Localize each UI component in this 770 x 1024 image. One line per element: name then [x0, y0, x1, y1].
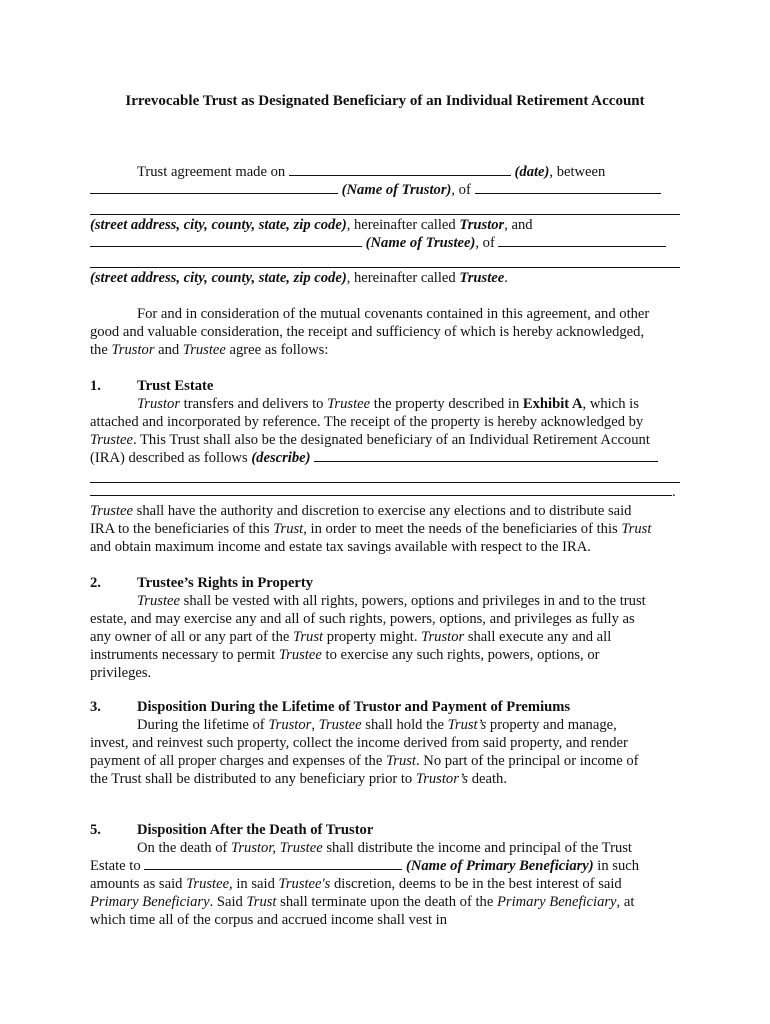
consideration-line-2: good and valuable consideration, the receipt and sufficiency of which is hereby acknowledged, — [90, 324, 645, 340]
section-2-number: 2. — [90, 575, 101, 591]
s5-line-5: which time all of the corpus and accrued income shall vest in — [90, 912, 448, 928]
consideration-line-1: For and in consideration of the mutual covenants contained in this agreement, and other — [137, 306, 650, 322]
s1-line-6: Trustee shall have the authority and discretion to exercise any elections and to distribute said — [90, 503, 632, 519]
section-2-heading: Trustee’s Rights in Property — [137, 575, 314, 591]
intro-line-5: (street address, city, county, state, zip code), hereinafter called Trustee. — [90, 270, 508, 286]
ira-describe-rule-2[interactable] — [90, 483, 672, 496]
ira-describe-blank[interactable] — [314, 449, 658, 462]
s1-line-4: (IRA) described as follows (describe) — [90, 449, 658, 467]
s1-line-8: and obtain maximum income and estate tax savings available with respect to the IRA. — [90, 539, 591, 555]
intro-line-4: (Name of Trustee), of — [90, 234, 666, 252]
section-5-heading: Disposition After the Death of Trustor — [137, 822, 374, 838]
intro-line-3: (street address, city, county, state, zip code), hereinafter called Trustor, and — [90, 217, 533, 233]
document-title: Irrevocable Trust as Designated Beneficiary of an Individual Retirement Account — [125, 93, 645, 109]
section-3-number: 3. — [90, 699, 101, 715]
section-3-heading: Disposition During the Lifetime of Trustor and Payment of Premiums — [137, 699, 571, 715]
s3-line-1: During the lifetime of Trustor, Trustee shall hold the Trust’s property and manage, — [137, 717, 617, 733]
trustor-address-rule[interactable] — [90, 214, 680, 215]
trustee-address-rule[interactable] — [90, 267, 680, 268]
s2-line-2: estate, and may exercise any and all of such rights, powers, options, and privileges as fully as — [90, 611, 635, 627]
s2-line-4: instruments necessary to permit Trustee to exercise any such rights, powers, options, or — [90, 647, 600, 663]
trustor-name-blank[interactable] — [90, 181, 338, 194]
intro-line-1: Trust agreement made on (date), between — [137, 164, 606, 180]
trustee-name-blank[interactable] — [90, 234, 362, 247]
section-5-number: 5. — [90, 822, 101, 838]
s3-line-2: invest, and reinvest such property, collect the income derived from said property, and render — [90, 735, 628, 751]
s2-line-1: Trustee shall be vested with all rights, powers, options and privileges in and to the trust — [137, 593, 646, 609]
section-1-heading: Trust Estate — [137, 378, 214, 394]
trustee-of-blank[interactable] — [498, 234, 666, 247]
s5-line-4: Primary Beneficiary. Said Trust shall terminate upon the death of the Primary Beneficiary, at — [90, 894, 635, 910]
s1-line-2: attached and incorporated by reference. The receipt of the property is hereby acknowledged by — [90, 414, 644, 430]
s1-line-1: Trustor transfers and delivers to Trustee the property described in Exhibit A, which is — [137, 396, 639, 412]
date-blank[interactable] — [289, 163, 511, 176]
intro-line-2: (Name of Trustor), of — [90, 181, 661, 199]
s5-line-1: On the death of Trustor, Trustee shall distribute the income and principal of the Trust — [137, 840, 632, 856]
s1-line-3: Trustee. This Trust shall also be the designated beneficiary of an Individual Retirement Account — [90, 432, 650, 448]
consideration-line-3: the Trustor and Trustee agree as follows: — [90, 342, 329, 358]
s2-line-5: privileges. — [90, 665, 152, 681]
s1-line-7: IRA to the beneficiaries of this Trust, in order to meet the needs of the beneficiaries of this Trust — [90, 521, 652, 537]
s2-line-3: any owner of all or any part of the Trust property might. Trustor shall execute any and all — [90, 629, 612, 645]
s3-line-3: payment of all proper charges and expenses of the Trust. No part of the principal or income of — [90, 753, 639, 769]
s5-line-2: Estate to (Name of Primary Beneficiary) in such — [90, 858, 640, 874]
trustor-of-blank[interactable] — [475, 181, 661, 194]
s3-line-4: the Trust shall be distributed to any beneficiary prior to Trustor’s death. — [90, 771, 508, 787]
s1-line-5: . — [90, 483, 676, 501]
s5-line-3: amounts as said Trustee, in said Trustee's discretion, deems to be in the best interest of said — [90, 876, 622, 892]
primary-beneficiary-blank[interactable] — [144, 857, 402, 870]
section-1-number: 1. — [90, 378, 101, 394]
